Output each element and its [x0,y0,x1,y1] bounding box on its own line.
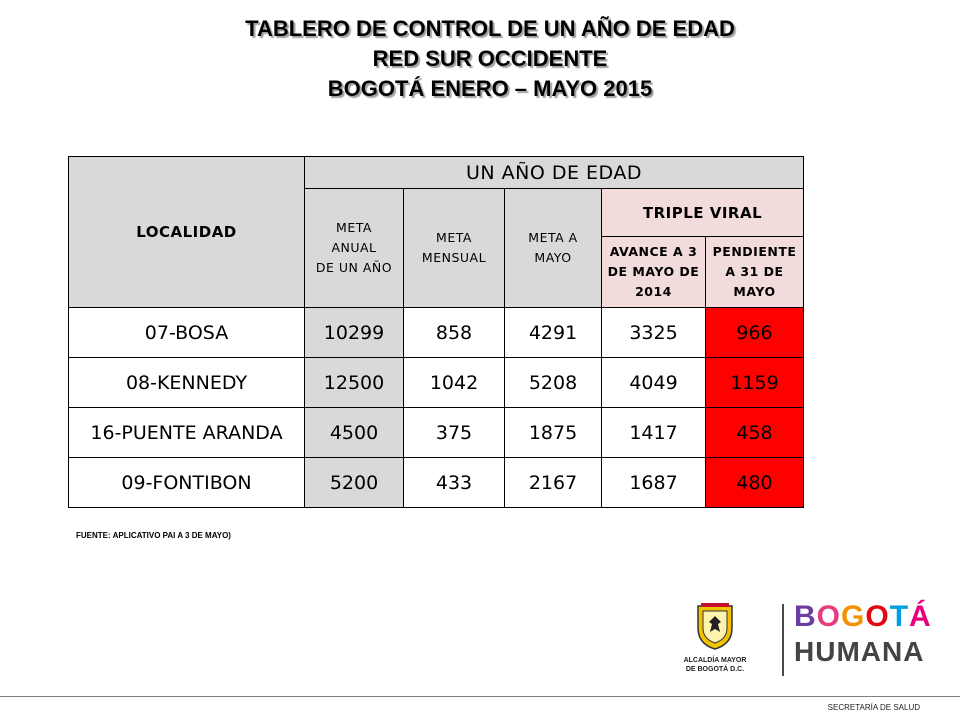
pendiente-cell: 458 [706,408,804,458]
pendiente-cell: 1159 [706,358,804,408]
meta-anual-line: META [336,220,372,235]
meta-anual-header [305,189,404,308]
avance-line: AVANCE A 3 [609,244,698,259]
bogota-wordmark [794,600,932,634]
pendiente-cell: 480 [706,458,804,508]
bogota-letter: O [816,600,842,633]
meta-mensual-line: META [436,230,472,245]
bogota-letter: T [889,600,910,633]
localidad-header: LOCALIDAD [69,157,305,308]
localidad-cell: 08-KENNEDY [69,358,305,408]
table-row [69,308,804,358]
meta-mensual-cell: 858 [404,308,505,358]
meta-anual-line: DE UN AÑO [315,260,393,275]
localidad-cell: 16-PUENTE ARANDA [69,408,305,458]
pendiente-cell: 966 [706,308,804,358]
humana-wordmark: HUMANA [794,636,925,667]
footer-divider [0,696,960,697]
title-line-1: TABLERO DE CONTROL DE UN AÑO DE EDAD [245,16,735,41]
group-header: UN AÑO DE EDAD [305,157,804,189]
alcaldia-label [680,656,750,674]
localidad-cell: 07-BOSA [69,308,305,358]
bogota-letter: Á [909,600,932,633]
meta-mayo-cell: 1875 [505,408,602,458]
bogota-letter: O [865,600,890,633]
pendiente-line: A 31 DE [725,264,784,279]
bogota-letter: B [794,600,817,633]
table-row [69,358,804,408]
alcaldia-line: DE BOGOTÁ D.C. [685,666,745,673]
footer-label: SECRETARÍA DE SALUD [827,703,920,712]
localidad-cell: 09-FONTIBON [69,458,305,508]
meta-mensual-header [404,189,505,308]
title-line-2: RED SUR OCCIDENTE [372,46,608,71]
avance-line: 2014 [635,284,672,299]
avance-cell: 1687 [602,458,706,508]
meta-anual-cell: 10299 [305,308,404,358]
logo-area [680,600,940,680]
pendiente-line: MAYO [733,284,776,299]
meta-anual-line: ANUAL [331,240,377,255]
meta-mayo-line: MAYO [534,250,572,265]
triple-viral-header: TRIPLE VIRAL [602,189,804,237]
source-note: FUENTE: APLICATIVO PAI A 3 DE MAYO) [76,531,231,540]
meta-mensual-cell: 433 [404,458,505,508]
pendiente-header [706,237,804,308]
meta-mayo-cell: 4291 [505,308,602,358]
meta-anual-cell: 4500 [305,408,404,458]
bogota-letter: G [841,600,866,633]
logo-divider [782,604,784,676]
avance-header [602,237,706,308]
avance-cell: 1417 [602,408,706,458]
avance-line: DE MAYO DE [607,264,700,279]
meta-mensual-line: MENSUAL [421,250,487,265]
control-board-table [68,156,804,508]
meta-mensual-cell: 1042 [404,358,505,408]
pendiente-line: PENDIENTE [712,244,797,259]
meta-anual-cell: 12500 [305,358,404,408]
alcaldia-line: ALCALDÍA MAYOR [683,657,747,664]
avance-cell: 3325 [602,308,706,358]
table-row [69,458,804,508]
meta-mensual-cell: 375 [404,408,505,458]
title-block [0,14,960,104]
meta-mayo-header [505,189,602,308]
meta-mayo-cell: 5208 [505,358,602,408]
meta-mayo-line: META A [528,230,578,245]
meta-mayo-cell: 2167 [505,458,602,508]
bogota-coat-of-arms-icon [694,602,736,650]
title-line-3: BOGOTÁ ENERO – MAYO 2015 [327,76,653,101]
meta-anual-cell: 5200 [305,458,404,508]
table-row [69,408,804,458]
avance-cell: 4049 [602,358,706,408]
